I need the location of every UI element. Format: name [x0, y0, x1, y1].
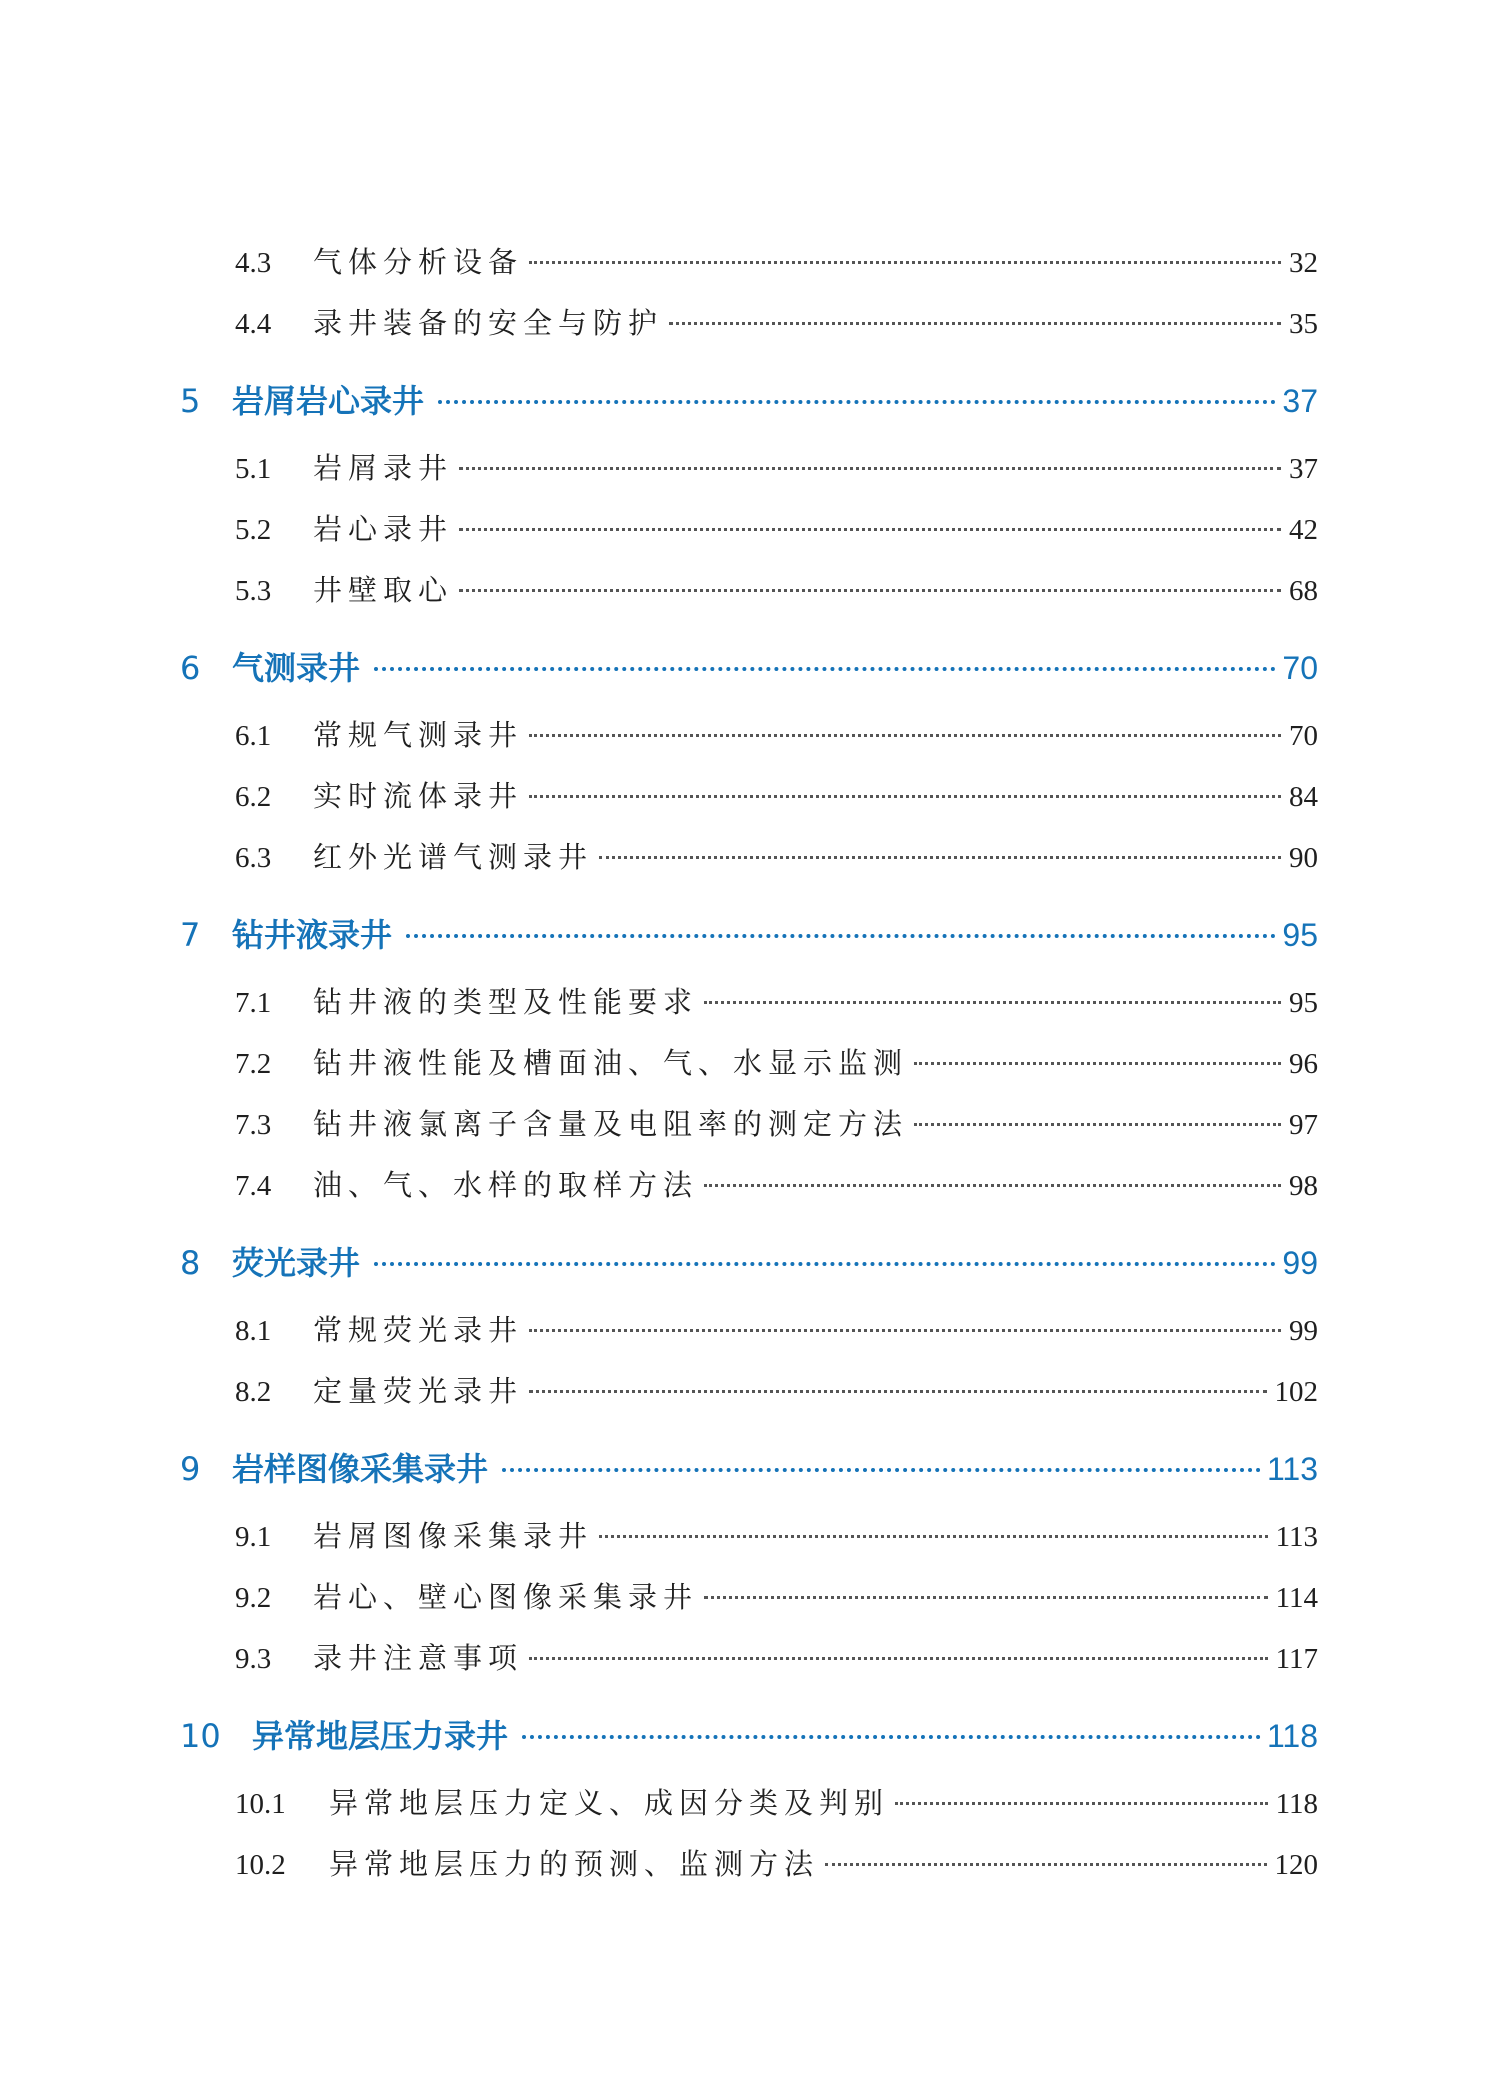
toc-entry-4-3[interactable] [235, 240, 1318, 281]
toc-entry-6-1[interactable] [235, 713, 1318, 754]
section-number: 5.2 [235, 514, 272, 546]
section-title: 钻井液性能及槽面油、气、水显示监测 [313, 1046, 909, 1080]
dot-leader [704, 1001, 1281, 1004]
page-number: 118 [1266, 1718, 1318, 1754]
section-title: 异常地层压力的预测、监测方法 [329, 1847, 820, 1881]
chapter-title: 钻井液录井 [232, 916, 393, 954]
toc-entry-10-2[interactable] [235, 1842, 1318, 1883]
dot-leader [522, 1735, 1261, 1739]
toc-chapter-6[interactable] [180, 643, 1318, 689]
toc-entry-7-4[interactable] [235, 1163, 1318, 1204]
section-number: 6.3 [235, 842, 272, 874]
page-number: 96 [1289, 1048, 1318, 1080]
section-title: 钻井液氯离子含量及电阻率的测定方法 [313, 1107, 909, 1141]
section-number: 4.4 [235, 308, 272, 340]
toc-chapter-8[interactable] [180, 1238, 1318, 1284]
section-number: 7.4 [235, 1170, 272, 1202]
page-number: 117 [1275, 1643, 1318, 1675]
toc-entry-5-1[interactable] [235, 446, 1318, 487]
section-number: 6.1 [235, 720, 272, 752]
section-number: 6.2 [235, 781, 272, 813]
page-number: 42 [1289, 514, 1318, 546]
page-number: 99 [1289, 1315, 1318, 1347]
page-number: 84 [1289, 781, 1318, 813]
toc-entry-9-1[interactable] [235, 1514, 1318, 1555]
page-number: 32 [1289, 247, 1318, 279]
dot-leader [914, 1123, 1281, 1126]
section-title: 异常地层压力定义、成因分类及判别 [329, 1786, 890, 1820]
page-number: 113 [1266, 1451, 1318, 1487]
dot-leader [529, 261, 1281, 264]
toc-entry-9-2[interactable] [235, 1575, 1318, 1616]
toc-entry-8-2[interactable] [235, 1369, 1318, 1410]
dot-leader [529, 734, 1281, 737]
dot-leader [914, 1062, 1281, 1065]
section-title: 岩心录井 [313, 512, 454, 546]
toc-entry-5-2[interactable] [235, 507, 1318, 548]
chapter-number: 8 [180, 1244, 201, 1282]
dot-leader [502, 1468, 1261, 1472]
toc-entry-4-4[interactable] [235, 301, 1318, 342]
page-number: 70 [1289, 720, 1318, 752]
section-title: 井壁取心 [313, 573, 454, 607]
dot-leader [895, 1802, 1268, 1805]
page-number: 114 [1275, 1582, 1318, 1614]
toc-entry-7-1[interactable] [235, 980, 1318, 1021]
section-title: 油、气、水样的取样方法 [313, 1168, 699, 1202]
toc-entry-6-3[interactable] [235, 835, 1318, 876]
chapter-number: 10 [180, 1717, 221, 1755]
section-title: 红外光谱气测录井 [313, 840, 594, 874]
chapter-title: 气测录井 [232, 649, 361, 687]
page-number: 95 [1282, 917, 1318, 953]
page-number: 102 [1274, 1376, 1318, 1408]
toc-entry-8-1[interactable] [235, 1308, 1318, 1349]
page-number: 99 [1282, 1245, 1318, 1281]
page-number: 98 [1289, 1170, 1318, 1202]
section-number: 4.3 [235, 247, 272, 279]
toc-chapter-5[interactable] [180, 376, 1318, 422]
toc-chapter-7[interactable] [180, 910, 1318, 956]
page-number: 97 [1289, 1109, 1318, 1141]
page-number: 35 [1289, 308, 1318, 340]
chapter-title: 岩样图像采集录井 [232, 1450, 489, 1488]
section-number: 7.2 [235, 1048, 272, 1080]
chapter-title: 岩屑岩心录井 [232, 382, 425, 420]
dot-leader [825, 1863, 1266, 1866]
section-title: 实时流体录井 [313, 779, 524, 813]
dot-leader [599, 1535, 1268, 1538]
dot-leader [459, 467, 1281, 470]
toc-entry-10-1[interactable] [235, 1781, 1318, 1822]
chapter-number: 6 [180, 649, 201, 687]
section-title: 录井注意事项 [313, 1641, 524, 1675]
toc-entry-9-3[interactable] [235, 1636, 1318, 1677]
chapter-title: 荧光录井 [232, 1244, 361, 1282]
dot-leader [529, 1329, 1281, 1332]
section-number: 8.2 [235, 1376, 272, 1408]
page-number: 120 [1274, 1849, 1318, 1881]
section-number: 8.1 [235, 1315, 272, 1347]
section-number: 9.3 [235, 1643, 272, 1675]
chapter-number: 9 [180, 1450, 201, 1488]
toc-entry-7-2[interactable] [235, 1041, 1318, 1082]
section-number: 9.2 [235, 1582, 272, 1614]
page-number: 68 [1289, 575, 1318, 607]
section-number: 5.1 [235, 453, 272, 485]
page-number: 113 [1275, 1521, 1318, 1553]
page-number: 37 [1282, 383, 1318, 419]
section-number: 10.2 [235, 1849, 286, 1881]
dot-leader [406, 934, 1276, 938]
dot-leader [599, 856, 1281, 859]
section-title: 岩屑图像采集录井 [313, 1519, 594, 1553]
section-title: 定量荧光录井 [313, 1374, 524, 1408]
dot-leader [438, 400, 1276, 404]
toc-chapter-10[interactable] [180, 1711, 1318, 1757]
toc-chapter-9[interactable] [180, 1444, 1318, 1490]
dot-leader [529, 795, 1281, 798]
section-title: 录井装备的安全与防护 [313, 306, 664, 340]
section-number: 7.1 [235, 987, 272, 1019]
toc-entry-7-3[interactable] [235, 1102, 1318, 1143]
dot-leader [374, 667, 1276, 671]
dot-leader [529, 1657, 1268, 1660]
dot-leader [669, 322, 1281, 325]
section-title: 常规荧光录井 [313, 1313, 524, 1347]
dot-leader [704, 1596, 1268, 1599]
section-number: 5.3 [235, 575, 272, 607]
chapter-number: 5 [180, 382, 201, 420]
toc-entry-6-2[interactable] [235, 774, 1318, 815]
page-number: 118 [1275, 1788, 1318, 1820]
page-number: 70 [1282, 650, 1318, 686]
section-title: 岩心、壁心图像采集录井 [313, 1580, 699, 1614]
section-title: 气体分析设备 [313, 245, 524, 279]
section-title: 常规气测录井 [313, 718, 524, 752]
dot-leader [459, 589, 1281, 592]
dot-leader [459, 528, 1281, 531]
section-number: 10.1 [235, 1788, 286, 1820]
page-number: 90 [1289, 842, 1318, 874]
dot-leader [374, 1262, 1276, 1266]
chapter-title: 异常地层压力录井 [252, 1717, 509, 1755]
section-title: 岩屑录井 [313, 451, 454, 485]
toc-entry-5-3[interactable] [235, 568, 1318, 609]
chapter-number: 7 [180, 916, 201, 954]
page-number: 95 [1289, 987, 1318, 1019]
dot-leader [529, 1390, 1266, 1393]
page-number: 37 [1289, 453, 1318, 485]
section-number: 7.3 [235, 1109, 272, 1141]
section-number: 9.1 [235, 1521, 272, 1553]
dot-leader [704, 1184, 1281, 1187]
section-title: 钻井液的类型及性能要求 [313, 985, 699, 1019]
